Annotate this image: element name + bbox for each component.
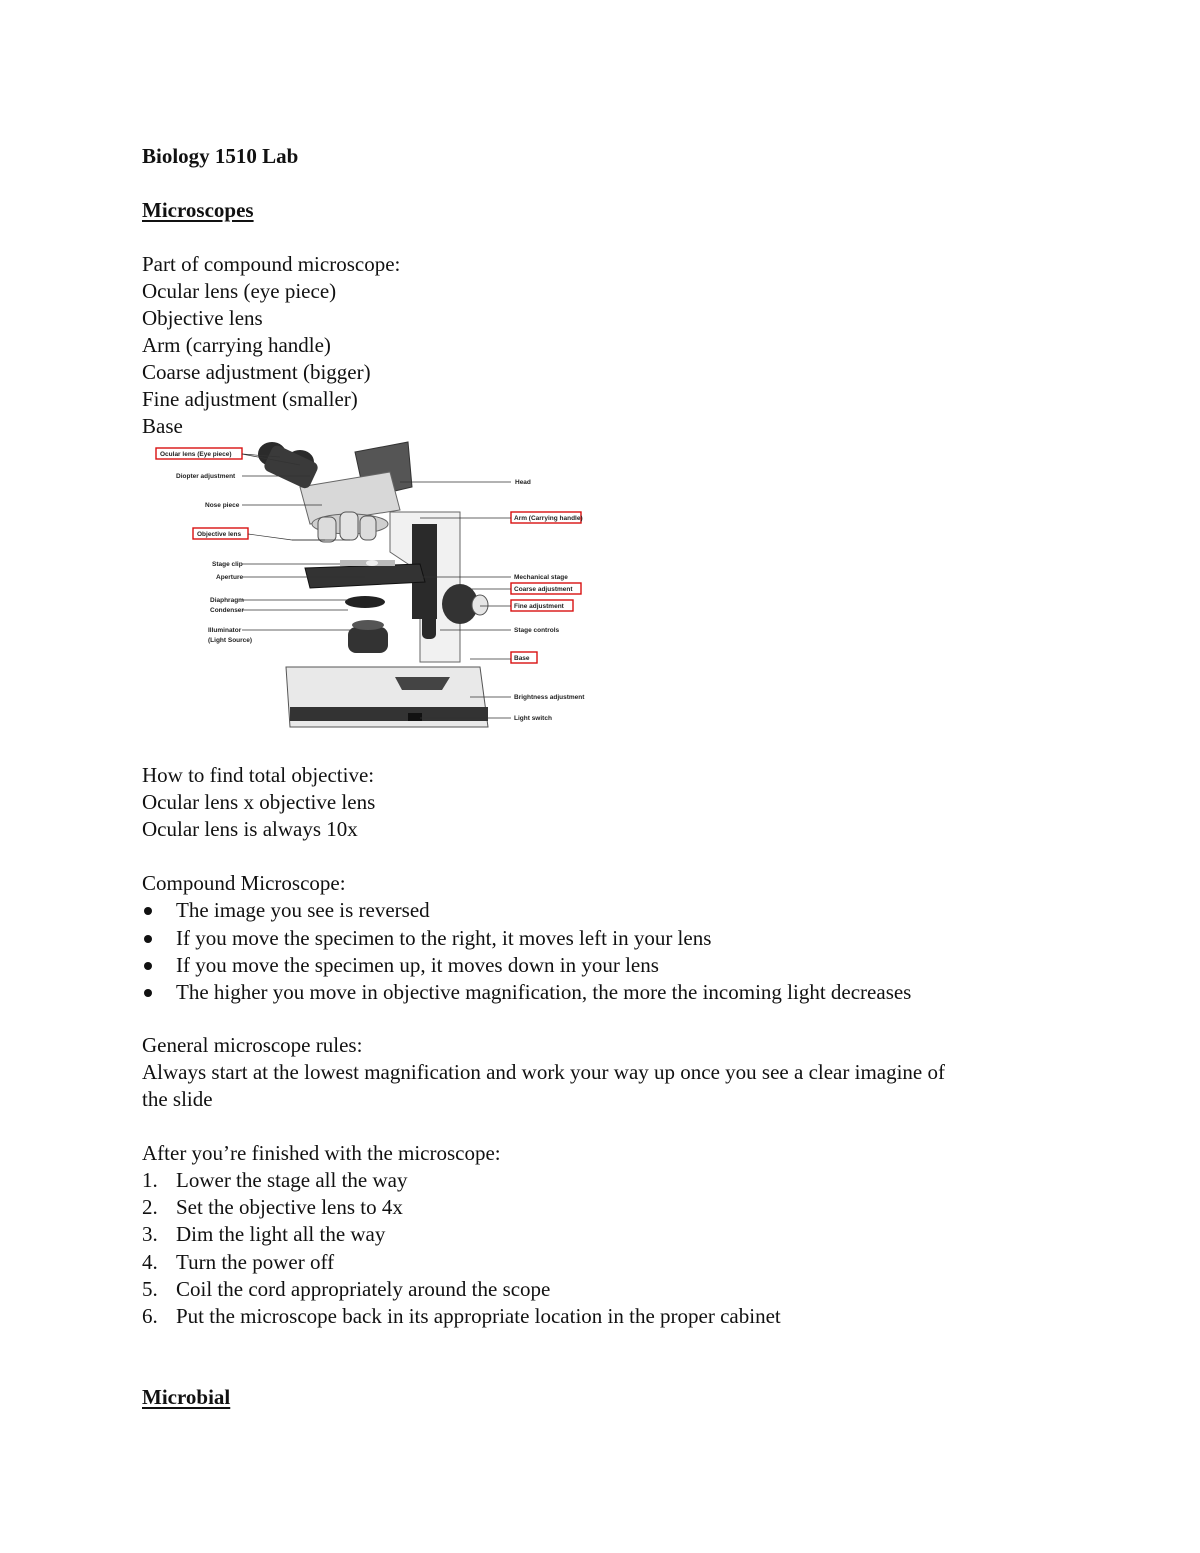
label-arm: Arm (Carrying handle) — [514, 515, 583, 522]
label-fine-adjustment: Fine adjustment — [514, 603, 564, 610]
label-condenser: Condenser — [210, 607, 244, 614]
total-heading: How to find total objective: — [142, 763, 375, 787]
step-text: Dim the light all the way — [176, 1222, 386, 1246]
label-brightness: Brightness adjustment — [514, 694, 585, 701]
step-number: 1. — [142, 1168, 158, 1192]
microscope-diagram — [150, 432, 600, 732]
rules-text: the slide — [142, 1087, 213, 1111]
parts-heading: Part of compound microscope: — [142, 252, 401, 276]
part-item: Arm (carrying handle) — [142, 333, 331, 357]
step-number: 5. — [142, 1277, 158, 1301]
label-objective-lens: Objective lens — [197, 531, 242, 538]
step-number: 4. — [142, 1250, 158, 1274]
label-nose-piece: Nose piece — [205, 502, 240, 509]
part-item: Ocular lens (eye piece) — [142, 279, 337, 303]
label-illuminator: Illuminator — [208, 627, 242, 634]
total-line: Ocular lens x objective lens — [142, 790, 376, 814]
step-number: 6. — [142, 1304, 158, 1328]
step-text: Put the microscope back in its appropriate location in the proper cabinet — [176, 1304, 781, 1328]
section-heading-microscopes: Microscopes — [142, 198, 254, 222]
bullet-icon — [144, 935, 152, 943]
label-diaphragm: Diaphragm — [210, 597, 244, 604]
label-light-source: (Light Source) — [208, 637, 253, 644]
part-item: Coarse adjustment (bigger) — [142, 360, 371, 384]
step-number: 2. — [142, 1195, 158, 1219]
bullet-icon — [144, 907, 152, 915]
part-item: Objective lens — [142, 306, 263, 330]
after-heading: After you’re finished with the microscope: — [142, 1141, 501, 1165]
label-stage-controls: Stage controls — [514, 627, 560, 634]
bullet-text: If you move the specimen to the right, it moves left in your lens — [176, 926, 712, 950]
step-text: Coil the cord appropriately around the scope — [176, 1277, 551, 1301]
step-number: 3. — [142, 1222, 158, 1246]
step-text: Set the objective lens to 4x — [176, 1195, 403, 1219]
total-line: Ocular lens is always 10x — [142, 817, 358, 841]
label-coarse-adjustment: Coarse adjustment — [514, 586, 573, 593]
section-heading-microbial: Microbial — [142, 1385, 231, 1409]
part-item: Base — [142, 414, 183, 438]
label-diopter: Diopter adjustment — [176, 473, 236, 480]
bullet-text: The image you see is reversed — [176, 898, 430, 922]
label-mechanical-stage: Mechanical stage — [514, 574, 568, 581]
label-base: Base — [514, 655, 530, 662]
bullet-text: The higher you move in objective magnification, the more the incoming light decreases — [176, 980, 912, 1004]
bullet-icon — [144, 962, 152, 970]
doc-title: Biology 1510 Lab — [142, 144, 299, 168]
label-aperture: Aperture — [216, 574, 244, 581]
rules-heading: General microscope rules: — [142, 1033, 363, 1057]
label-head: Head — [515, 479, 531, 486]
rules-text: Always start at the lowest magnification and work your way up once you see a clear imagine of — [142, 1060, 945, 1084]
label-stage-clip: Stage clip — [212, 561, 243, 568]
label-light-switch: Light switch — [514, 715, 552, 722]
bullet-icon — [144, 989, 152, 997]
part-item: Fine adjustment (smaller) — [142, 387, 358, 411]
bullet-text: If you move the specimen up, it moves down in your lens — [176, 953, 659, 977]
step-text: Lower the stage all the way — [176, 1168, 408, 1192]
label-ocular-lens: Ocular lens (Eye piece) — [160, 451, 232, 458]
step-text: Turn the power off — [176, 1250, 335, 1274]
compound-heading: Compound Microscope: — [142, 871, 346, 895]
